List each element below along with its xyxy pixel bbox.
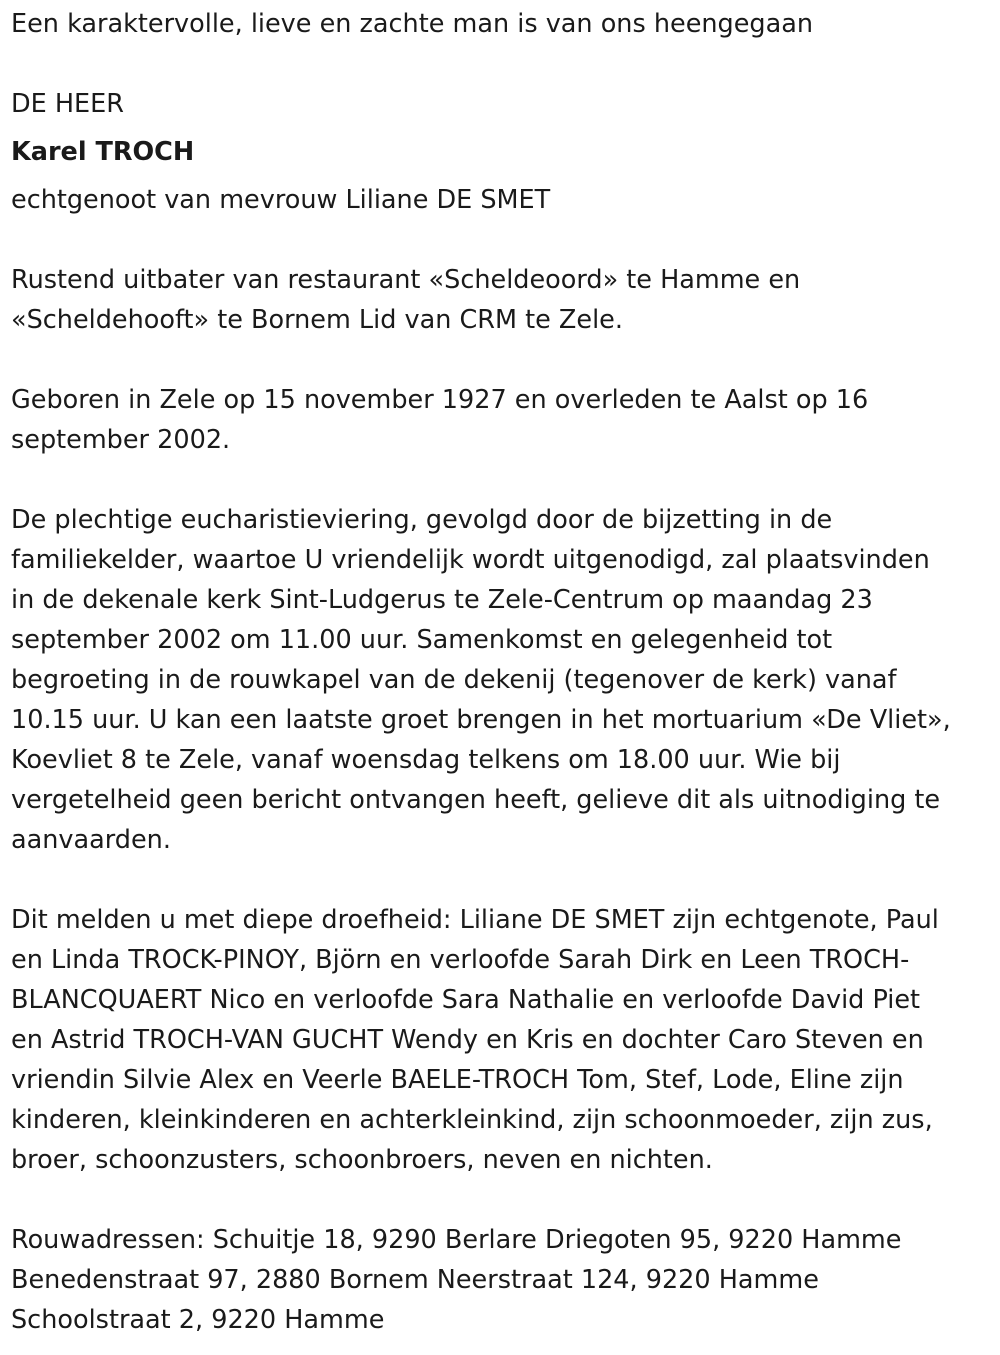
address-line: Schoolstraat 2, 9220 Hamme xyxy=(11,1305,385,1335)
title-prefix: DE HEER xyxy=(11,89,124,119)
family-line: en Astrid TROCH-VAN GUCHT Wendy en Kris en dochter Caro Steven en xyxy=(11,1025,924,1055)
family-line: broer, schoonzusters, schoonbroers, neven en nichten. xyxy=(11,1145,713,1175)
address-line: Rouwadressen: Schuitje 18, 9290 Berlare Driegoten 95, 9220 Hamme xyxy=(11,1225,902,1255)
occupation-line: «Scheldehooft» te Bornem Lid van CRM te Zele. xyxy=(11,305,623,335)
intro-text: Een karaktervolle, lieve en zachte man is van ons heengegaan xyxy=(11,9,814,39)
ceremony-line: vergetelheid geen bericht ontvangen heeft, gelieve dit als uitnodiging te xyxy=(11,785,941,815)
deceased-name: Karel TROCH xyxy=(11,137,195,167)
address-line: Benedenstraat 97, 2880 Bornem Neerstraat 124, 9220 Hamme xyxy=(11,1265,819,1295)
family-line: vriendin Silvie Alex en Veerle BAELE-TROCH Tom, Stef, Lode, Eline zijn xyxy=(11,1065,904,1095)
ceremony-paragraph xyxy=(11,500,991,860)
death-notice xyxy=(11,4,991,1340)
birth-death-line: Geboren in Zele op 15 november 1927 en overleden te Aalst op 16 xyxy=(11,385,869,415)
birth-death-paragraph xyxy=(11,380,991,460)
ceremony-line: Koevliet 8 te Zele, vanaf woensdag telkens om 18.00 uur. Wie bij xyxy=(11,745,841,775)
addresses-paragraph xyxy=(11,1220,991,1340)
ceremony-line: in de dekenale kerk Sint-Ludgerus te Zele-Centrum op maandag 23 xyxy=(11,585,873,615)
birth-death-line: september 2002. xyxy=(11,425,231,455)
ceremony-line: familiekelder, waartoe U vriendelijk wordt uitgenodigd, zal plaatsvinden xyxy=(11,545,930,575)
occupation-line: Rustend uitbater van restaurant «Scheldeoord» te Hamme en xyxy=(11,265,801,295)
family-line: kinderen, kleinkinderen en achterkleinkind, zijn schoonmoeder, zijn zus, xyxy=(11,1105,933,1135)
occupation-paragraph xyxy=(11,260,991,340)
ceremony-line: De plechtige eucharistieviering, gevolgd door de bijzetting in de xyxy=(11,505,833,535)
family-line: en Linda TROCK-PINOY, Björn en verloofde Sarah Dirk en Leen TROCH- xyxy=(11,945,910,975)
ceremony-line: september 2002 om 11.00 uur. Samenkomst en gelegenheid tot xyxy=(11,625,833,655)
family-line: BLANCQUAERT Nico en verloofde Sara Nathalie en verloofde David Piet xyxy=(11,985,921,1015)
ceremony-line: begroeting in de rouwkapel van de dekenij (tegenover de kerk) vanaf xyxy=(11,665,897,695)
family-line: Dit melden u met diepe droefheid: Liliane DE SMET zijn echtgenote, Paul xyxy=(11,905,939,935)
ceremony-line: aanvaarden. xyxy=(11,825,171,855)
ceremony-line: 10.15 uur. U kan een laatste groet brengen in het mortuarium «De Vliet», xyxy=(11,705,951,735)
spouse-line: echtgenoot van mevrouw Liliane DE SMET xyxy=(11,185,551,215)
family-paragraph xyxy=(11,900,991,1180)
